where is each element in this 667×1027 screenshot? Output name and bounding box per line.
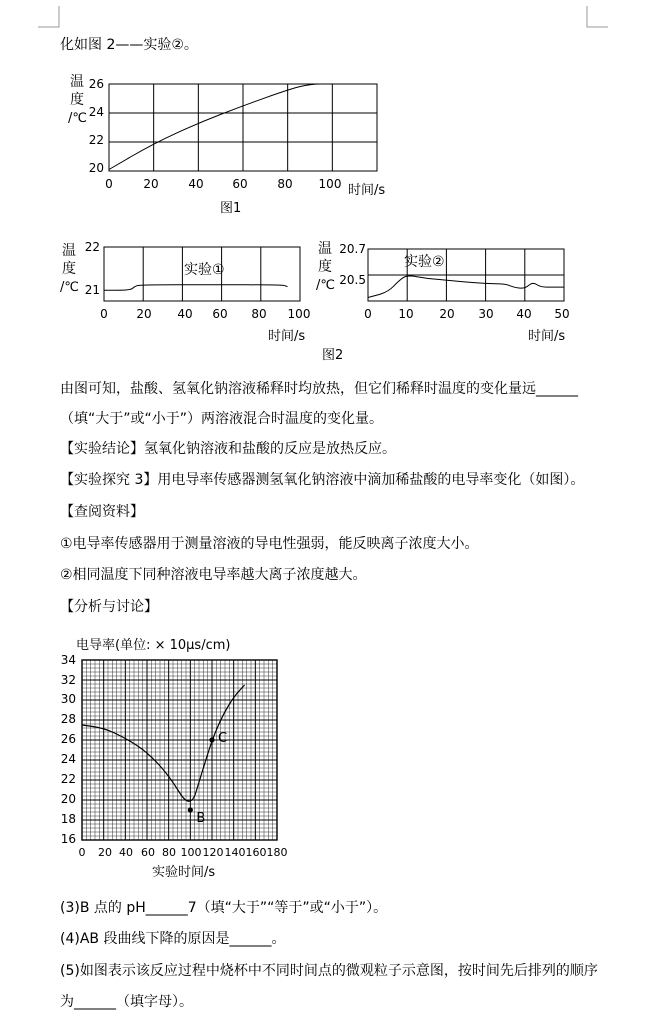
paragraph-1: 由图可知，盐酸、氢氧化钠溶液稀释时均放热，但它们稀释时温度的变化量远______ xyxy=(60,381,578,397)
fig2r-exp-label: 实验② xyxy=(404,254,445,270)
fig1-xtick: 20 xyxy=(143,177,159,191)
fig2r-grid xyxy=(368,249,564,301)
fig3-point-c xyxy=(209,737,214,742)
fig3-xticks xyxy=(79,846,288,859)
fig2l-xtick: 100 xyxy=(287,307,311,321)
figure-2-right xyxy=(316,238,576,348)
fig2r-ylabel-2: 度 xyxy=(318,259,332,275)
fig1-yticks xyxy=(89,77,104,175)
paragraph-6: ①电导率传感器用于测量溶液的导电性强弱，能反映离子浓度大小。 xyxy=(60,536,479,552)
fig2l-xtick: 80 xyxy=(251,307,267,321)
fig3-ytick: 26 xyxy=(60,732,76,746)
question-3: (3)B 点的 pH______7（填“大于”“等于”或“小于”）。 xyxy=(60,900,388,916)
fig3-xtick: 60 xyxy=(141,846,155,859)
fig2r-xtick: 30 xyxy=(478,307,494,321)
fig3-xtick: 160 xyxy=(245,846,267,859)
fig2l-xtick: 60 xyxy=(212,307,228,321)
fig3-ytick: 34 xyxy=(60,653,76,667)
fig3-ytick: 28 xyxy=(60,712,76,726)
fig3-ytick: 20 xyxy=(60,792,76,806)
fig2l-ylabel-2: 度 xyxy=(62,261,76,277)
fig2l-ylabel-1: 温 xyxy=(62,243,76,259)
fig1-xticks xyxy=(105,177,341,191)
fig2l-curve xyxy=(104,285,288,290)
fig2l-ytick: 21 xyxy=(84,283,100,297)
fig3-xlabel: 实验时间/s xyxy=(152,865,216,880)
fig2l-ytick: 22 xyxy=(84,240,100,254)
fig2l-xlabel: 时间/s xyxy=(268,329,306,344)
fig3-grid xyxy=(82,660,277,840)
paragraph-7: ②相同温度下同种溶液电导率越大离子浓度越大。 xyxy=(60,567,367,583)
fig2l-xticks xyxy=(100,307,310,321)
paragraph-3: 【实验结论】氢氧化钠溶液和盐酸的反应是放热反应。 xyxy=(60,441,396,457)
fig1-xtick: 40 xyxy=(188,177,204,191)
intro-line: 化如图 2——实验②。 xyxy=(60,37,198,53)
question-5-cont: 为______（填字母）。 xyxy=(60,994,193,1010)
question-4: (4)AB 段曲线下降的原因是______。 xyxy=(60,931,286,947)
fig3-point-b xyxy=(188,807,193,812)
fig3-title: 电导率(单位: × 10μs/cm) xyxy=(76,638,231,653)
fig3-ytick: 22 xyxy=(60,772,76,786)
fig3-ytick: 32 xyxy=(60,673,76,687)
fig2r-xtick: 50 xyxy=(554,307,570,321)
fig2l-xtick: 40 xyxy=(177,307,193,321)
fig2l-xtick: 0 xyxy=(100,307,108,321)
fig3-ytick: 18 xyxy=(60,812,76,826)
fig2r-ytick: 20.5 xyxy=(339,273,366,287)
fig2r-xlabel: 时间/s xyxy=(528,329,566,344)
fig1-curve xyxy=(109,84,332,170)
fig3-point-label: B xyxy=(196,811,206,826)
figure-3 xyxy=(56,632,296,882)
fig3-xtick: 100 xyxy=(180,846,202,859)
fig2r-xticks xyxy=(364,307,569,321)
figure-1 xyxy=(60,70,400,220)
fig3-xtick: 180 xyxy=(266,846,288,859)
fig1-xtick: 60 xyxy=(232,177,248,191)
paragraph-2: （填“大于”或“小于”）两溶液混合时温度的变化量。 xyxy=(60,411,384,427)
fig3-ytick: 24 xyxy=(60,752,76,766)
fig2-caption: 图2 xyxy=(322,348,344,363)
fig2r-xtick: 20 xyxy=(439,307,455,321)
fig1-grid xyxy=(109,84,377,171)
fig1-ytick: 20 xyxy=(88,161,104,175)
fig2l-ylabel-3: /℃ xyxy=(60,280,79,295)
fig2l-exp-label: 实验① xyxy=(184,262,225,278)
fig2r-xtick: 10 xyxy=(398,307,414,321)
fig1-ylabel-1: 温 xyxy=(70,74,84,90)
fig2r-ytick: 20.7 xyxy=(339,242,366,256)
paragraph-4: 【实验探究 3】用电导率传感器测氢氧化钠溶液中滴加稀盐酸的电导率变化（如图）。 xyxy=(60,472,585,488)
fig1-ytick: 26 xyxy=(88,77,104,91)
fig3-xtick: 20 xyxy=(98,846,112,859)
fig3-xtick: 120 xyxy=(202,846,224,859)
fig3-xtick: 80 xyxy=(162,846,176,859)
fig2r-ylabel-1: 温 xyxy=(318,241,332,257)
fig1-ylabel-3: /℃ xyxy=(68,111,87,126)
fig3-point-label: C xyxy=(218,731,228,746)
fig3-xtick: 40 xyxy=(119,846,133,859)
fig3-yticks xyxy=(61,653,76,846)
fig2r-curve xyxy=(368,276,564,297)
fig2r-ylabel-3: /℃ xyxy=(316,278,335,293)
fig1-ytick: 22 xyxy=(88,133,104,147)
fig3-ytick: 30 xyxy=(60,692,76,706)
fig1-ytick: 24 xyxy=(88,105,104,119)
fig1-ylabel-2: 度 xyxy=(70,92,84,108)
figure-2-left xyxy=(60,238,320,348)
fig1-xtick: 100 xyxy=(318,177,342,191)
fig2l-xtick: 20 xyxy=(136,307,152,321)
question-5: (5)如图表示该反应过程中烧杯中不同时间点的微观粒子示意图，按时间先后排列的顺序 xyxy=(60,963,598,979)
fig3-ytick: 16 xyxy=(60,832,76,846)
fig1-xtick: 0 xyxy=(105,177,113,191)
corner-mark-right xyxy=(586,6,608,28)
fig3-xtick: 0 xyxy=(78,846,86,859)
fig3-frame xyxy=(82,660,277,840)
fig1-xtick: 80 xyxy=(277,177,293,191)
paragraph-5: 【查阅资料】 xyxy=(60,504,144,520)
fig2r-xtick: 40 xyxy=(516,307,532,321)
fig1-xlabel: 时间/s xyxy=(348,183,386,198)
paragraph-8: 【分析与讨论】 xyxy=(60,599,158,615)
fig1-caption: 图1 xyxy=(220,201,242,216)
corner-mark-left xyxy=(38,6,60,28)
fig2r-xtick: 0 xyxy=(364,307,372,321)
fig3-xtick: 140 xyxy=(224,846,246,859)
